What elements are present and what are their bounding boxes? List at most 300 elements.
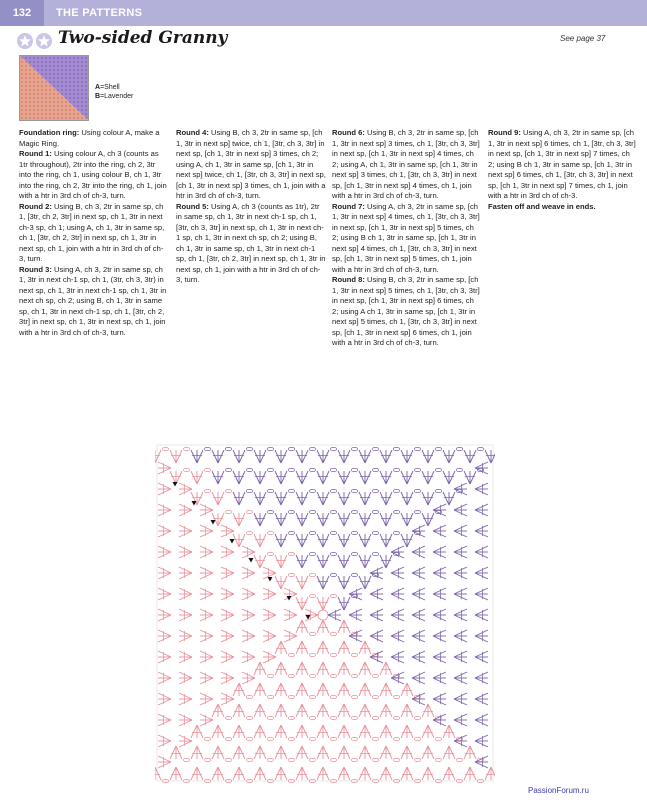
chain-stitch xyxy=(309,573,315,576)
stitch-cluster xyxy=(433,714,446,726)
stitch-cluster xyxy=(317,534,329,547)
chain-stitch xyxy=(246,468,252,471)
chain-stitch xyxy=(351,552,357,555)
chain-stitch xyxy=(267,695,273,698)
chain-stitch xyxy=(330,447,336,450)
stitch-cluster xyxy=(296,683,308,696)
stitch-cluster xyxy=(275,450,287,463)
stitch-cluster xyxy=(212,725,224,738)
chain-stitch xyxy=(309,758,315,761)
chain-stitch xyxy=(372,716,378,719)
chain-stitch xyxy=(393,447,399,450)
stitch-cluster xyxy=(254,492,266,505)
stitch-cluster xyxy=(233,683,245,696)
stitch-cluster xyxy=(349,609,362,621)
chain-stitch xyxy=(309,552,315,555)
chain-stitch xyxy=(225,758,231,761)
chain-stitch xyxy=(456,447,462,450)
stitch-cluster xyxy=(485,450,495,463)
stitch-cluster xyxy=(475,588,488,600)
stitch-cluster xyxy=(200,672,213,684)
chain-stitch xyxy=(393,510,399,513)
chain-stitch xyxy=(393,468,399,471)
chain-stitch xyxy=(288,737,294,740)
stitch-cluster xyxy=(158,630,171,642)
stitch-cluster xyxy=(475,693,488,705)
stitch-cluster xyxy=(422,725,434,738)
stitch-cluster xyxy=(179,714,192,726)
chain-stitch xyxy=(351,737,357,740)
stitch-cluster xyxy=(200,504,213,516)
stitch-cluster xyxy=(254,725,266,738)
chain-stitch xyxy=(267,447,273,450)
chain-stitch xyxy=(372,674,378,677)
chain-stitch xyxy=(372,531,378,534)
stitch-cluster xyxy=(242,630,255,642)
stitch-cluster xyxy=(254,662,266,675)
stitch-cluster xyxy=(422,450,434,463)
chain-stitch xyxy=(414,737,420,740)
stitch-cluster xyxy=(454,567,467,579)
stitch-cluster xyxy=(233,492,245,505)
stitch-cluster xyxy=(317,725,329,738)
chain-stitch xyxy=(435,489,441,492)
stitch-cluster xyxy=(338,683,350,696)
chain-stitch xyxy=(309,653,315,656)
chain-stitch xyxy=(372,552,378,555)
chain-stitch xyxy=(414,758,420,761)
stitch-cluster xyxy=(412,525,425,537)
stitch-cluster xyxy=(284,609,297,621)
stitch-cluster xyxy=(380,513,392,526)
stitch-cluster xyxy=(158,756,171,768)
stitch-cluster xyxy=(391,651,404,663)
stitch-cluster xyxy=(338,450,350,463)
stitch-cluster xyxy=(296,641,308,654)
stitch-cluster xyxy=(359,683,371,696)
stitch-cluster xyxy=(179,693,192,705)
chain-stitch xyxy=(309,489,315,492)
chain-stitch xyxy=(183,468,189,471)
instructions-column-4 xyxy=(488,128,638,212)
stitch-cluster xyxy=(179,735,192,747)
stitch-cluster xyxy=(359,725,371,738)
stitch-cluster xyxy=(200,588,213,600)
chain-stitch xyxy=(288,510,294,513)
stitch-cluster xyxy=(317,450,329,463)
stitch-cluster xyxy=(443,746,455,759)
chain-stitch xyxy=(330,594,336,597)
stitch-cluster xyxy=(412,630,425,642)
chain-stitch xyxy=(393,489,399,492)
stitch-cluster xyxy=(200,630,213,642)
chain-stitch xyxy=(204,468,210,471)
stitch-cluster xyxy=(200,714,213,726)
stitch-cluster xyxy=(179,525,192,537)
stitch-cluster xyxy=(200,525,213,537)
stitch-cluster xyxy=(380,492,392,505)
chain-stitch xyxy=(225,489,231,492)
stitch-cluster xyxy=(370,588,383,600)
stitch-cluster xyxy=(464,450,476,463)
chain-stitch xyxy=(330,758,336,761)
stitch-cluster xyxy=(296,746,308,759)
stitch-cluster xyxy=(443,725,455,738)
stitch-cluster xyxy=(433,651,446,663)
chain-stitch xyxy=(246,531,252,534)
stitch-cluster xyxy=(158,546,171,558)
chain-stitch xyxy=(204,447,210,450)
stitch-cluster xyxy=(212,513,224,526)
see-page-reference: See page 37 xyxy=(560,34,606,43)
stitch-cluster xyxy=(179,546,192,558)
chain-stitch xyxy=(351,573,357,576)
chain-stitch xyxy=(162,447,168,450)
stitch-cluster xyxy=(454,693,467,705)
stitch-cluster xyxy=(296,534,308,547)
stitch-cluster xyxy=(454,609,467,621)
chain-stitch xyxy=(288,716,294,719)
chain-stitch xyxy=(414,468,420,471)
stitch-cluster xyxy=(401,513,413,526)
chain-stitch xyxy=(351,674,357,677)
stitch-cluster xyxy=(412,693,425,705)
stitch-cluster xyxy=(158,567,171,579)
watermark: PassionForum.ru xyxy=(528,786,589,795)
chain-stitch xyxy=(372,510,378,513)
chain-stitch xyxy=(330,489,336,492)
stitch-cluster xyxy=(263,588,276,600)
stitch-cluster xyxy=(475,462,488,474)
stitch-cluster xyxy=(454,714,467,726)
stitch-cluster xyxy=(221,567,234,579)
chain-stitch xyxy=(330,552,336,555)
stitch-cluster xyxy=(275,576,287,589)
stitch-cluster xyxy=(170,746,182,759)
stitch-cluster xyxy=(254,450,266,463)
stitch-cluster xyxy=(433,567,446,579)
stitch-cluster xyxy=(179,504,192,516)
stitch-cluster xyxy=(338,576,350,589)
chain-stitch xyxy=(393,737,399,740)
chart-border xyxy=(157,445,493,781)
stitch-cluster xyxy=(284,588,297,600)
stitch-cluster xyxy=(454,504,467,516)
stitch-cluster xyxy=(338,767,350,780)
swatch-photo xyxy=(19,55,89,121)
stitch-cluster xyxy=(170,767,182,780)
stitch-cluster xyxy=(475,756,488,768)
chain-stitch xyxy=(309,737,315,740)
stitch-cluster xyxy=(221,525,234,537)
chain-stitch xyxy=(351,716,357,719)
stitch-cluster xyxy=(401,683,413,696)
chain-stitch xyxy=(330,510,336,513)
chain-stitch xyxy=(288,674,294,677)
chain-stitch xyxy=(267,489,273,492)
round-7: Round 7: Using A, ch 3, 2tr in same sp, [ch 1, 3tr in next sp] 4 times, ch 1, [3tr, ch 3, 3tr] in next sp, [ch 1, 3tr in next sp] 5 times, ch 2; using B ch 1, 3tr in same sp, [ch 1, 3tr in next sp] 4 times, ch 1, [3tr, ch 3, 3tr] in next sp, [ch 1, 3tr in next sp] 5 times, ch 1, join with a htr in 3rd ch of ch-3, turn. xyxy=(332,201,480,274)
stitch-cluster xyxy=(242,567,255,579)
stitch-cluster xyxy=(338,513,350,526)
stitch-cluster xyxy=(200,546,213,558)
stitch-cluster xyxy=(475,525,488,537)
turn-marker-icon xyxy=(211,520,216,525)
chain-stitch xyxy=(267,552,273,555)
chain-stitch xyxy=(288,758,294,761)
chain-stitch xyxy=(309,674,315,677)
stitch-cluster xyxy=(191,767,203,780)
stitch-cluster xyxy=(221,546,234,558)
stitch-cluster xyxy=(401,725,413,738)
stitch-cluster xyxy=(338,555,350,568)
stitch-cluster xyxy=(391,609,404,621)
stitch-cluster xyxy=(412,546,425,558)
stitch-cluster xyxy=(296,704,308,717)
chain-stitch xyxy=(372,489,378,492)
stitch-cluster xyxy=(475,567,488,579)
stitch-cluster xyxy=(191,471,203,484)
stitch-cluster xyxy=(158,588,171,600)
stitch-cluster xyxy=(212,492,224,505)
stitch-cluster xyxy=(212,767,224,780)
stitch-cluster xyxy=(433,672,446,684)
stitch-cluster xyxy=(380,450,392,463)
chain-stitch xyxy=(246,716,252,719)
chain-stitch xyxy=(351,653,357,656)
chain-stitch xyxy=(183,447,189,450)
stitch-cluster xyxy=(296,725,308,738)
instructions-column-2 xyxy=(176,128,326,286)
chain-stitch xyxy=(330,737,336,740)
stitch-cluster xyxy=(221,609,234,621)
legend-a: A=Shell xyxy=(95,84,120,91)
stitch-cluster xyxy=(221,693,234,705)
stitch-cluster xyxy=(433,588,446,600)
difficulty-stars-icon xyxy=(16,32,56,50)
chain-stitch xyxy=(225,716,231,719)
stitch-cluster xyxy=(317,662,329,675)
stitch-cluster xyxy=(158,462,171,474)
stitch-cluster xyxy=(433,693,446,705)
chain-stitch xyxy=(288,468,294,471)
stitch-cluster xyxy=(338,746,350,759)
stitch-cluster xyxy=(391,588,404,600)
stitch-cluster xyxy=(296,662,308,675)
stitch-cluster xyxy=(401,450,413,463)
stitch-cluster xyxy=(212,450,224,463)
stitch-cluster xyxy=(443,492,455,505)
stitch-cluster xyxy=(317,471,329,484)
stitch-cluster xyxy=(179,567,192,579)
stitch-cluster xyxy=(296,576,308,589)
stitch-cluster xyxy=(158,693,171,705)
stitch-cluster xyxy=(221,630,234,642)
stitch-cluster xyxy=(158,735,171,747)
stitch-cluster xyxy=(380,555,392,568)
stitch-cluster xyxy=(296,767,308,780)
stitch-cluster xyxy=(317,576,329,589)
stitch-cluster xyxy=(338,534,350,547)
stitch-cluster xyxy=(296,620,308,633)
stitch-cluster xyxy=(401,767,413,780)
stitch-cluster xyxy=(254,746,266,759)
stitch-cluster xyxy=(263,609,276,621)
chain-stitch xyxy=(330,573,336,576)
stitch-cluster xyxy=(254,513,266,526)
chain-stitch xyxy=(435,737,441,740)
stitch-cluster xyxy=(284,630,297,642)
stitch-cluster xyxy=(317,746,329,759)
stitch-cluster xyxy=(401,704,413,717)
pattern-title: Two-sided Granny xyxy=(58,28,228,48)
stitch-cluster xyxy=(454,672,467,684)
chain-stitch xyxy=(225,468,231,471)
stitch-cluster xyxy=(200,651,213,663)
chain-stitch xyxy=(351,468,357,471)
stitch-cluster xyxy=(254,471,266,484)
chain-stitch xyxy=(309,447,315,450)
chain-stitch xyxy=(435,468,441,471)
chain-stitch xyxy=(246,510,252,513)
chain-stitch xyxy=(435,447,441,450)
stitch-cluster xyxy=(233,450,245,463)
stitch-cluster xyxy=(338,704,350,717)
chain-stitch xyxy=(267,674,273,677)
stitch-cluster xyxy=(370,567,383,579)
stitch-cluster xyxy=(391,546,404,558)
stitch-cluster xyxy=(275,746,287,759)
stitch-cluster xyxy=(275,683,287,696)
chain-stitch xyxy=(435,758,441,761)
stitch-cluster xyxy=(454,546,467,558)
stitch-cluster xyxy=(275,767,287,780)
stitch-cluster xyxy=(221,651,234,663)
stitch-cluster xyxy=(338,492,350,505)
stitch-cluster xyxy=(338,620,350,633)
stitch-cluster xyxy=(179,630,192,642)
chain-stitch xyxy=(414,447,420,450)
stitch-cluster xyxy=(401,492,413,505)
stitch-cluster xyxy=(158,504,171,516)
stitch-cluster xyxy=(275,471,287,484)
chain-stitch xyxy=(414,510,420,513)
stitch-cluster xyxy=(391,630,404,642)
stitch-cluster xyxy=(380,662,392,675)
stitch-cluster xyxy=(275,534,287,547)
stitch-cluster xyxy=(359,767,371,780)
round-9: Round 9: Using A, ch 3, 2tr in same sp, [ch 1, 3tr in next sp] 6 times, ch 1, [3tr, ch 3, 3tr] in next sp, [ch 1, 3tr in next sp] 7 times, ch 2; using B ch 1, 3tr in same sp, [ch 1, 3tr in next sp] 6 times, ch 1, [3tr, ch 3, 3tr] in next sp, [ch 1, 3tr in next sp] 7 times, ch 1, join with a htr in 3rd ch of ch-3. xyxy=(488,128,636,200)
magic-ring xyxy=(318,610,328,620)
fasten-off: Fasten off and weave in ends. xyxy=(488,201,596,211)
stitch-cluster xyxy=(454,735,467,747)
chain-stitch xyxy=(330,653,336,656)
chain-stitch xyxy=(372,758,378,761)
stitch-cluster xyxy=(370,651,383,663)
stitch-cluster xyxy=(317,620,329,633)
chain-stitch xyxy=(393,758,399,761)
chain-stitch xyxy=(309,531,315,534)
stitch-cluster xyxy=(475,546,488,558)
turn-marker-icon xyxy=(230,539,235,544)
stitch-cluster xyxy=(464,767,476,780)
chain-stitch xyxy=(267,737,273,740)
stitch-cluster xyxy=(158,672,171,684)
stitch-cluster xyxy=(200,609,213,621)
stitch-cluster xyxy=(254,704,266,717)
stitch-cluster xyxy=(349,588,362,600)
chain-stitch xyxy=(309,632,315,635)
stitch-cluster xyxy=(317,513,329,526)
stitch-cluster xyxy=(317,492,329,505)
chain-stitch xyxy=(267,468,273,471)
stitch-cluster xyxy=(370,609,383,621)
stitch-cluster xyxy=(179,609,192,621)
stitch-cluster xyxy=(370,630,383,642)
chain-stitch xyxy=(225,510,231,513)
chain-stitch xyxy=(288,552,294,555)
stitch-cluster xyxy=(263,651,276,663)
stitch-cluster xyxy=(233,746,245,759)
stitch-cluster xyxy=(454,651,467,663)
stitch-cluster xyxy=(359,704,371,717)
chain-stitch xyxy=(393,531,399,534)
stitch-cluster xyxy=(317,767,329,780)
stitch-cluster xyxy=(328,609,341,621)
stitch-cluster xyxy=(422,471,434,484)
stitch-cluster xyxy=(475,483,488,495)
stitch-cluster xyxy=(359,641,371,654)
stitch-cluster xyxy=(412,588,425,600)
stitch-cluster xyxy=(212,704,224,717)
stitch-cluster xyxy=(158,525,171,537)
instructions-column-3 xyxy=(332,128,482,349)
stitch-cluster xyxy=(401,471,413,484)
chain-stitch xyxy=(288,653,294,656)
round-5: Round 5: Using A, ch 3 (counts as 1tr), 2tr in same sp, ch 1, 3tr in next ch-1 sp, ch 1, [3tr, ch 3, 3tr] in next sp, ch 1, 3tr in next ch-1 sp, ch 1, 3tr in next ch sp, ch 2; using B, ch 1, 3tr in same sp, ch 1, 3tr in next ch-1 sp, ch 1, [3tr, ch 2, 3tr] in next sp, ch 1, 3tr in next sp, ch 1, join with a htr in 3rd ch of ch-3, turn. xyxy=(176,201,326,284)
stitch-cluster xyxy=(359,746,371,759)
chain-stitch xyxy=(393,716,399,719)
chain-stitch xyxy=(246,737,252,740)
stitch-cluster xyxy=(233,534,245,547)
stitch-cluster xyxy=(191,450,203,463)
stitch-cluster xyxy=(412,651,425,663)
chain-stitch xyxy=(225,447,231,450)
round-1: Round 1: Using colour A, ch 3 (counts as 1tr throughout), 2tr into the ring, ch 2, 3tr into the ring, ch 1, using colour B, ch 1, 3tr into the ring, ch 2, 3tr into the ring, ch 1, join with a htr in 3rd ch of ch-3, turn. xyxy=(19,149,167,200)
stitch-cluster xyxy=(338,725,350,738)
chain-stitch xyxy=(351,758,357,761)
stitch-cluster xyxy=(155,767,161,780)
stitch-cluster xyxy=(254,555,266,568)
chain-stitch xyxy=(477,447,483,450)
chain-stitch xyxy=(288,695,294,698)
stitch-cluster xyxy=(233,471,245,484)
stitch-cluster xyxy=(475,504,488,516)
chain-stitch xyxy=(372,447,378,450)
chain-stitch xyxy=(456,468,462,471)
stitch-cluster xyxy=(380,534,392,547)
chain-stitch xyxy=(225,737,231,740)
chain-stitch xyxy=(288,531,294,534)
stitch-cluster xyxy=(443,767,455,780)
stitch-cluster xyxy=(317,555,329,568)
stitch-cluster xyxy=(317,683,329,696)
stitch-cluster xyxy=(296,471,308,484)
stitch-cluster xyxy=(338,662,350,675)
stitch-cluster xyxy=(454,630,467,642)
stitch-cluster xyxy=(317,704,329,717)
stitch-cluster xyxy=(158,609,171,621)
stitch-cluster xyxy=(200,693,213,705)
